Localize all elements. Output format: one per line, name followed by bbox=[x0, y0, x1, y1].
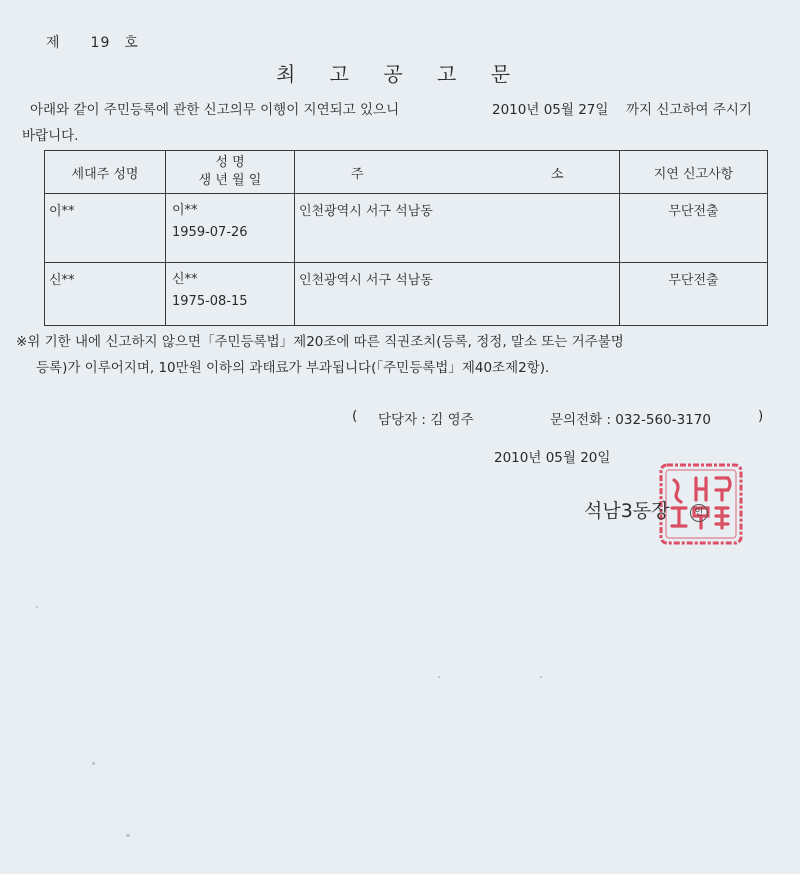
paper-speck bbox=[438, 676, 440, 678]
row-birth: 1959-07-26 bbox=[172, 225, 248, 240]
contact-phone: 문의전화 : 032-560-3170 bbox=[550, 412, 711, 428]
contact-close-paren: ) bbox=[758, 408, 764, 424]
contact-open-paren: ( bbox=[352, 408, 358, 424]
issue-date: 2010년 05월 20일 bbox=[494, 450, 611, 466]
row-birth: 1975-08-15 bbox=[172, 294, 248, 309]
intro-line-1: 아래와 같이 주민등록에 관한 신고의무 이행이 지연되고 있으니 bbox=[30, 102, 400, 118]
header-name-birth bbox=[166, 151, 295, 194]
table-row bbox=[45, 194, 768, 263]
paper-speck bbox=[540, 676, 542, 678]
row-address: 인천광역시 서구 석남동 bbox=[295, 194, 620, 263]
paper-speck bbox=[92, 762, 95, 765]
note-line-2: 등록)가 이루어지며, 10만원 이하의 과태료가 부과됩니다(「주민등록법」제40조제2항). bbox=[36, 360, 550, 376]
table-header-row bbox=[45, 151, 768, 194]
row-name-birth bbox=[166, 263, 295, 326]
notice-number-value: 19 bbox=[90, 35, 111, 51]
paper-speck bbox=[36, 606, 38, 608]
header-address-left: 주 bbox=[351, 167, 364, 182]
row-name: 신** bbox=[172, 272, 198, 287]
row-delay: 무단전출 bbox=[620, 194, 768, 263]
notice-table bbox=[44, 150, 768, 326]
signer-title: 석남3동장 bbox=[584, 500, 670, 522]
seal-mark: 인 bbox=[690, 504, 708, 522]
header-address bbox=[295, 151, 620, 194]
notice-number-prefix: 제 bbox=[46, 35, 61, 51]
header-delay: 지연 신고사항 bbox=[620, 151, 768, 194]
note-line-1: ※위 기한 내에 신고하지 않으면「주민등록법」제20조에 따른 직권조치(등록, 정정, 말소 또는 거주불명 bbox=[16, 334, 624, 350]
row-name: 이** bbox=[172, 203, 198, 218]
table-row bbox=[45, 263, 768, 326]
document-title: 최 고 공 고 문 bbox=[275, 62, 525, 86]
intro-deadline: 2010년 05월 27일 bbox=[492, 102, 609, 118]
contact-manager: 담당자 : 김 영주 bbox=[378, 412, 474, 428]
row-delay: 무단전출 bbox=[620, 263, 768, 326]
header-address-right: 소 bbox=[551, 167, 564, 182]
header-householder: 세대주 성명 bbox=[45, 151, 166, 194]
header-birth: 생 년 월 일 bbox=[198, 173, 262, 188]
notice-number-suffix: 호 bbox=[124, 35, 139, 51]
row-householder: 이** bbox=[45, 194, 166, 263]
intro-line-2: 바랍니다. bbox=[22, 128, 79, 144]
row-name-birth bbox=[166, 194, 295, 263]
notice-number bbox=[46, 32, 139, 52]
row-address: 인천광역시 서구 석남동 bbox=[295, 263, 620, 326]
header-name: 성 명 bbox=[215, 155, 245, 170]
row-householder: 신** bbox=[45, 263, 166, 326]
intro-tail: 까지 신고하여 주시기 bbox=[626, 102, 752, 118]
paper-speck bbox=[126, 834, 130, 837]
